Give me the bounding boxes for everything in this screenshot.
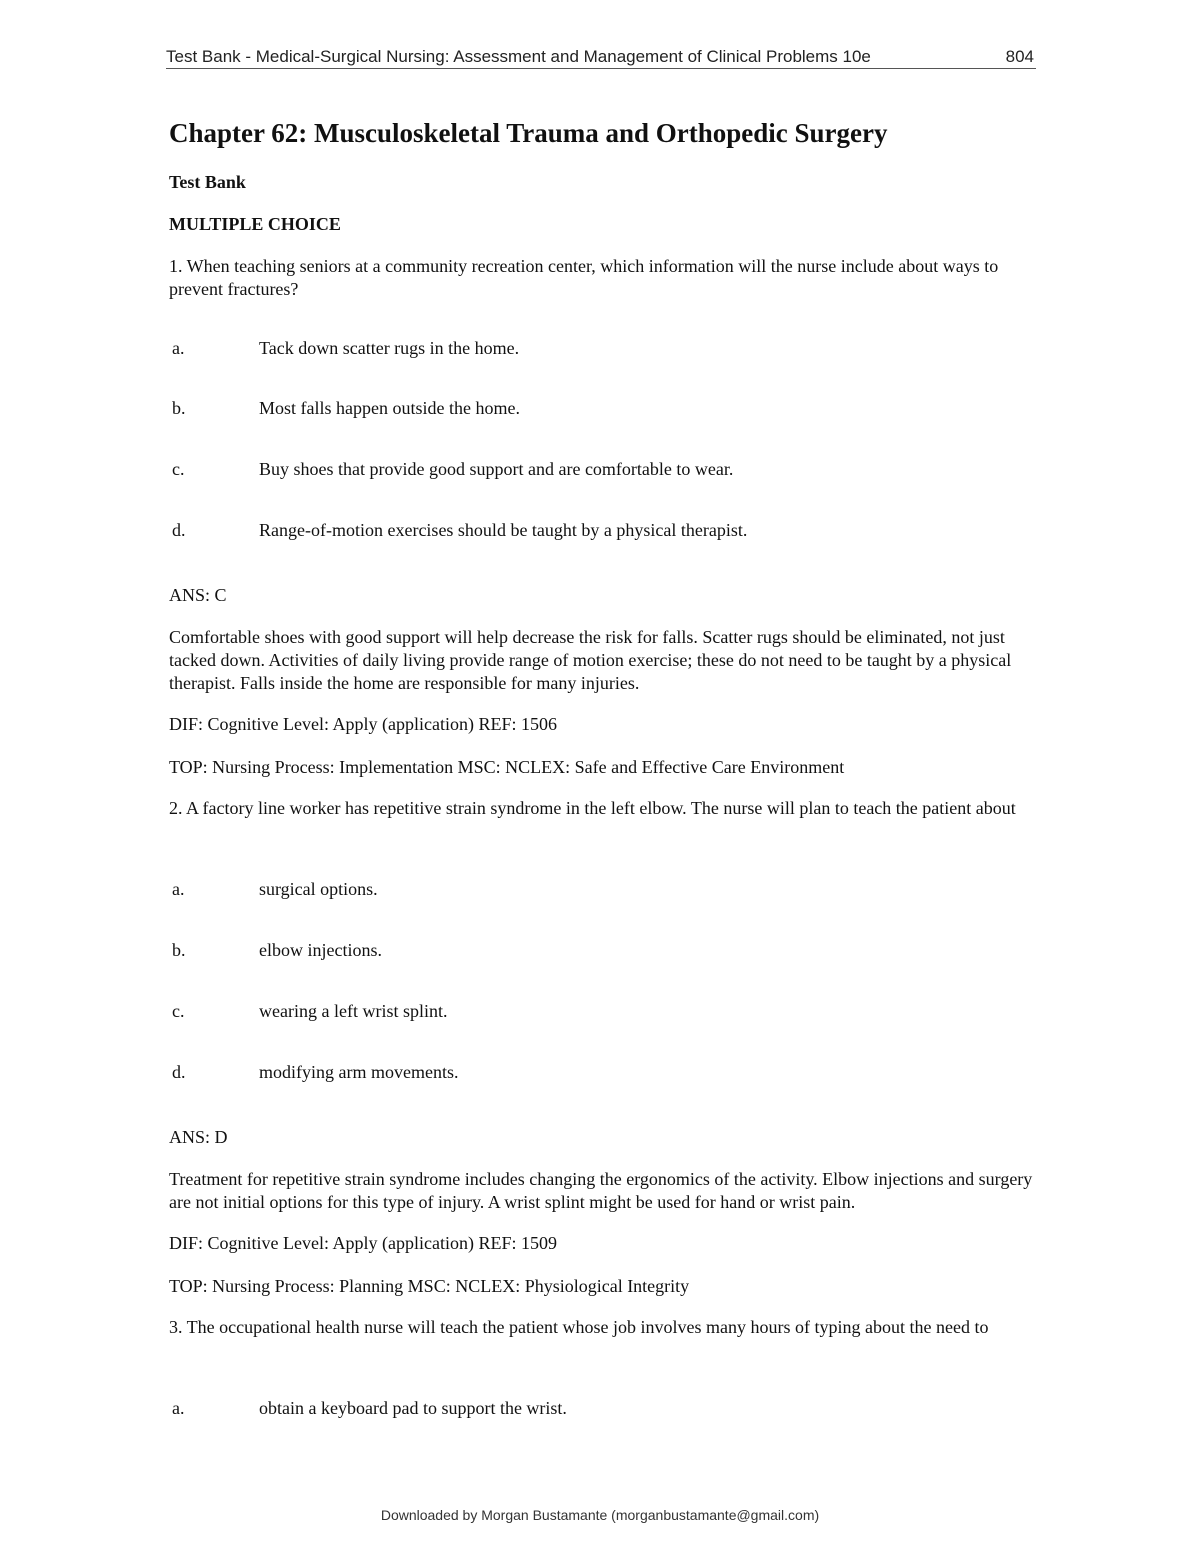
question-2-option-d-text: modifying arm movements. bbox=[259, 1062, 459, 1082]
download-footer: Downloaded by Morgan Bustamante (morganbustamante@gmail.com) bbox=[380, 1507, 820, 1523]
question-1-dif: DIF: Cognitive Level: Apply (application) REF: 1506 bbox=[169, 714, 557, 734]
question-1-option-c-text: Buy shoes that provide good support and are comfortable to wear. bbox=[259, 459, 734, 479]
question-2-stem: 2. A factory line worker has repetitive strain syndrome in the left elbow. The nurse will plan to teach the patient about bbox=[169, 798, 1016, 818]
question-2-option-c-text: wearing a left wrist splint. bbox=[259, 1001, 448, 1021]
section-label: Test Bank bbox=[169, 172, 246, 192]
question-1-answer: ANS: C bbox=[169, 585, 227, 605]
question-1-option-c-letter: c. bbox=[172, 459, 185, 479]
question-2-option-d-letter: d. bbox=[172, 1062, 186, 1082]
question-1-option-a-text: Tack down scatter rugs in the home. bbox=[259, 338, 520, 358]
question-2-answer: ANS: D bbox=[169, 1127, 228, 1147]
running-header bbox=[166, 46, 1036, 69]
subsection-label: MULTIPLE CHOICE bbox=[169, 214, 341, 234]
question-1-rationale: Comfortable shoes with good support will help decrease the risk for falls. Scatter rugs should be eliminated, not just tacked down. Activities of daily living provide range of motion exercise; these do not need to be taught by a physical therapist. Falls inside the home are responsible for many injuries. bbox=[169, 627, 1012, 693]
chapter-title: Chapter 62: Musculoskeletal Trauma and Orthopedic Surgery bbox=[169, 118, 888, 148]
question-3-option-a-letter: a. bbox=[172, 1398, 185, 1418]
question-2-option-a-letter: a. bbox=[172, 879, 185, 899]
question-2-top: TOP: Nursing Process: Planning MSC: NCLEX: Physiological Integrity bbox=[169, 1276, 690, 1296]
question-1-option-b-letter: b. bbox=[172, 398, 186, 418]
question-2-dif: DIF: Cognitive Level: Apply (application) REF: 1509 bbox=[169, 1233, 557, 1253]
question-2-option-b-letter: b. bbox=[172, 940, 186, 960]
question-1-option-b-text: Most falls happen outside the home. bbox=[259, 398, 520, 418]
question-1-option-d-letter: d. bbox=[172, 520, 186, 540]
question-2-rationale: Treatment for repetitive strain syndrome includes changing the ergonomics of the activity. Elbow injections and surgery are not initial options for this type of injury. A wrist splint might be used for hand or wrist pain. bbox=[169, 1169, 1033, 1212]
question-1-top: TOP: Nursing Process: Implementation MSC: NCLEX: Safe and Effective Care Environment bbox=[169, 757, 845, 777]
question-1-stem: 1. When teaching seniors at a community recreation center, which information will the nurse include about ways to prevent fractures? bbox=[169, 256, 999, 299]
page-number: 804 bbox=[1005, 47, 1034, 66]
question-2-option-a-text: surgical options. bbox=[259, 879, 378, 899]
header-title: Test Bank - Medical-Surgical Nursing: Assessment and Management of Clinical Problems 10e bbox=[166, 47, 871, 66]
question-2-option-c-letter: c. bbox=[172, 1001, 185, 1021]
question-3-option-a-text: obtain a keyboard pad to support the wrist. bbox=[259, 1398, 567, 1418]
question-2-option-b-text: elbow injections. bbox=[259, 940, 382, 960]
question-1-option-a-letter: a. bbox=[172, 338, 185, 358]
question-3-stem: 3. The occupational health nurse will teach the patient whose job involves many hours of typing about the need to bbox=[169, 1317, 989, 1337]
question-1-option-d-text: Range-of-motion exercises should be taught by a physical therapist. bbox=[259, 520, 748, 540]
